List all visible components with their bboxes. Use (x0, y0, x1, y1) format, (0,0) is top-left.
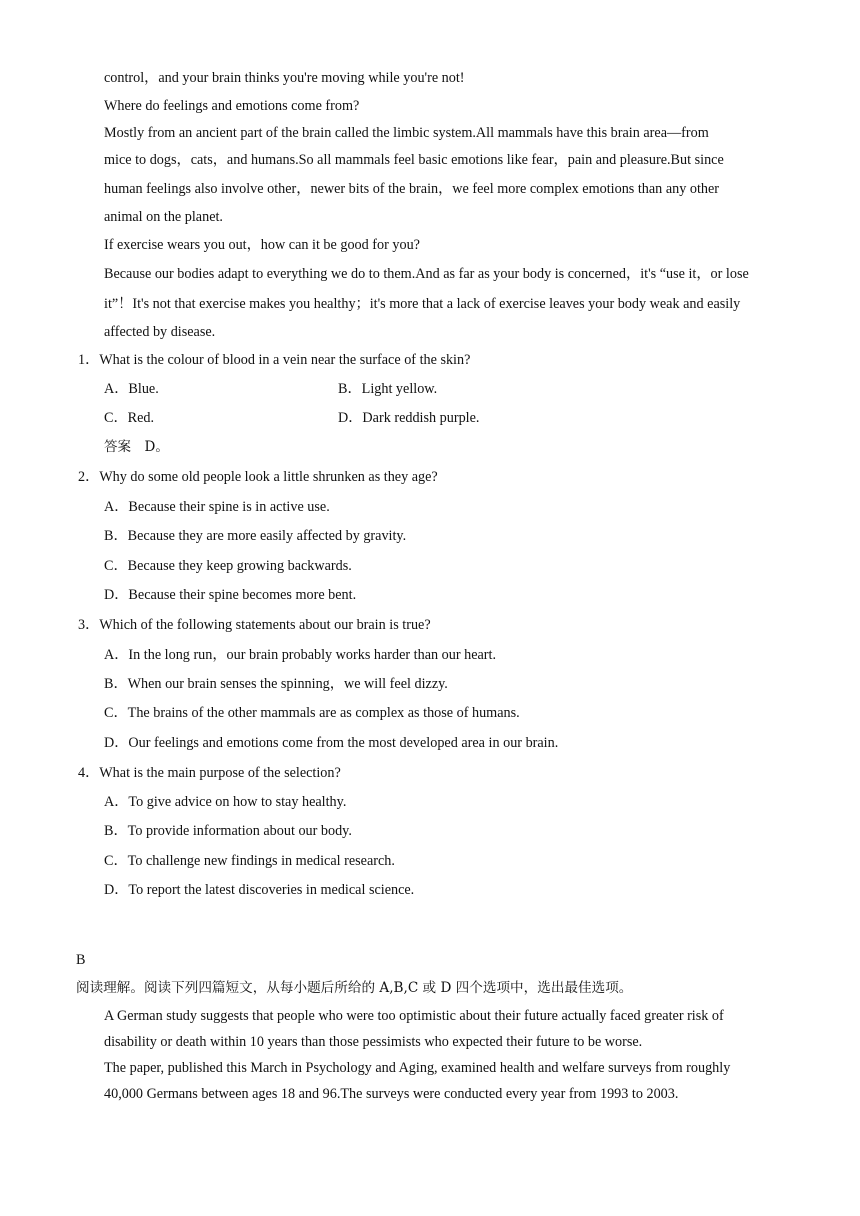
question-3-option-d: D．Our feelings and emotions come from the most developed area in our brain. (104, 735, 559, 751)
question-1-stem: 1．What is the colour of blood in a vein near the surface of the skin? (78, 352, 471, 368)
question-4-option-c: C．To challenge new findings in medical research. (104, 853, 395, 869)
question-3-option-c: C．The brains of the other mammals are as complex as those of humans. (104, 705, 520, 721)
passage-b-line: A German study suggests that people who were too optimistic about their future actually faced greater risk of (104, 1008, 724, 1024)
passage-b-line: 40,000 Germans between ages 18 and 96.The surveys were conducted every year from 1993 to 2003. (104, 1086, 679, 1102)
section-b-instruction: 阅读理解。阅读下列四篇短文，从每小题后所给的 A,B,C 或 D 四个选项中，选出最佳选项。 (76, 980, 633, 996)
question-2-option-a: A．Because their spine is in active use. (104, 499, 330, 515)
question-1-option-a: A．Blue. (104, 381, 159, 397)
question-4-stem: 4．What is the main purpose of the selection? (78, 765, 341, 781)
passage-line: human feelings also involve other，newer bits of the brain，we feel more complex emotions than any other (104, 181, 720, 197)
passage-b-line: disability or death within 10 years than those pessimists who expected their future to be worse. (104, 1034, 643, 1050)
passage-line: affected by disease. (104, 324, 216, 340)
passage-line: Mostly from an ancient part of the brain called the limbic system.All mammals have this brain area—from (104, 125, 709, 141)
question-1-option-c: C．Red. (104, 410, 155, 426)
question-1-option-d: D．Dark reddish purple. (338, 410, 480, 426)
section-b-label: B (76, 952, 86, 968)
question-3-option-b: B．When our brain senses the spinning，we will feel dizzy. (104, 676, 448, 692)
question-3-stem: 3．Which of the following statements about our brain is true? (78, 617, 431, 633)
passage-line: control，and your brain thinks you're moving while you're not! (104, 70, 465, 86)
question-2-option-b: B．Because they are more easily affected by gravity. (104, 528, 407, 544)
passage-line: Because our bodies adapt to everything we do to them.And as far as your body is concerned，it's “use it，or lose (104, 266, 749, 282)
question-2-option-d: D．Because their spine becomes more bent. (104, 587, 357, 603)
passage-line: animal on the planet. (104, 209, 223, 225)
passage-line: it”！It's not that exercise makes you healthy；it's more that a lack of exercise leaves your body weak and easily (104, 296, 741, 312)
passage-question-heading: Where do feelings and emotions come from? (104, 98, 360, 114)
question-4-option-a: A．To give advice on how to stay healthy. (104, 794, 347, 810)
question-3-option-a: A．In the long run，our brain probably works harder than our heart. (104, 647, 497, 663)
passage-line: mice to dogs，cats，and humans.So all mammals feel basic emotions like fear，pain and pleasure.But since (104, 152, 724, 168)
passage-b-line: The paper, published this March in Psychology and Aging, examined health and welfare surveys from roughly (104, 1060, 731, 1076)
question-4-option-b: B．To provide information about our body. (104, 823, 352, 839)
question-1-answer: 答案 D。 (104, 439, 169, 455)
question-2-stem: 2．Why do some old people look a little shrunken as they age? (78, 469, 438, 485)
question-4-option-d: D．To report the latest discoveries in medical science. (104, 882, 415, 898)
question-2-option-c: C．Because they keep growing backwards. (104, 558, 352, 574)
passage-question-heading: If exercise wears you out，how can it be good for you? (104, 237, 420, 253)
question-1-option-b: B．Light yellow. (338, 381, 438, 397)
